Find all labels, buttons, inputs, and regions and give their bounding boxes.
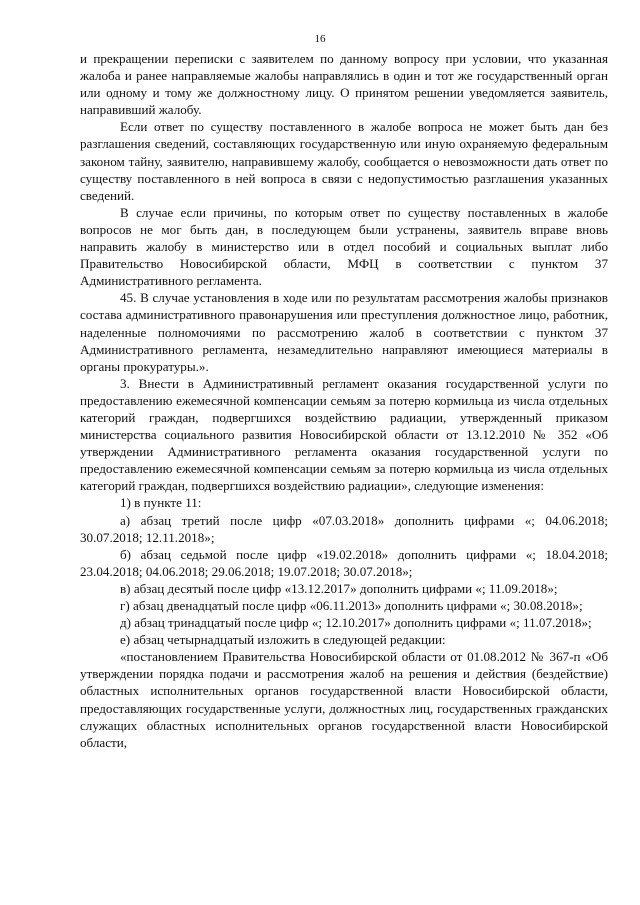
page-number: 16	[314, 33, 326, 45]
paragraph-item-e: е) абзац четырнадцатый изложить в следующей редакции:	[120, 632, 446, 648]
paragraph-item-g: г) абзац двенадцатый после цифр «06.11.2013» дополнить цифрами «; 30.08.2018»;	[120, 598, 583, 613]
paragraph-item-d: д) абзац тринадцатый после цифр «; 12.10.2017» дополнить цифрами «; 11.07.2018»;	[120, 615, 592, 631]
paragraph-resubmission: В случае если причины, по которым ответ по существу поставленных в жалобе вопросов не мог быть дан, в последующем были устранены, заявитель вправе вновь направить жалобу в министерство или в отдел пособий и социальных выплат либо Правительство Новосибирской области, МФЦ в соответствии с пунктом 37 Административного регламента.	[80, 204, 608, 289]
paragraph-45: 45. В случае установления в ходе или по результатам рассмотрения жалобы признаков состава административного правонарушения или преступления должностное лицо, работник, наделенные полномочиями по рассмотрению жалоб в соответствии с пунктом 37 Административного регламента, незамедлительно направляют имеющиеся материалы в органы прокуратуры.».	[80, 290, 608, 374]
paragraph-3-amendments: 3. Внести в Административный регламент оказания государственной услуги по предоставлению ежемесячной компенсации семьям за потерю кормильца из числа отдельных категорий граждан, подвергшихся воздействию радиации, утвержденный приказом министерства социального развития Новосибирской области от 13.12.2010 № 352 «Об утверждении Административного регламента оказания государственной услуги по предоставлению ежемесячной компенсации семьям за потерю кормильца из числа отдельных категорий граждан, подвергшихся воздействию радиации», следующие изменения:	[80, 375, 608, 494]
paragraph-continuation: и прекращении переписки с заявителем по данному вопросу при условии, что указанная жалоба и ранее направляемые жалобы направлялись в один и тот же государственный орган или одному и тому же должностному лицу. О принятом решении уведомляется заявитель, направивший жалобу.	[80, 51, 608, 118]
paragraph-item-b: б) абзац седьмой после цифр «19.02.2018» дополнить цифрами «; 18.04.2018; 23.04.2018; 04.06.2018; 29.06.2018; 19.07.2018; 30.07.2018»;	[80, 546, 608, 579]
paragraph-resolution-quote: «постановлением Правительства Новосибирской области от 01.08.2012 № 367-п «Об утверждении порядка подачи и рассмотрения жалоб на решения и действия (бездействие) областных исполнительных органов государственной власти Новосибирской области, предоставляющих государственные услуги, должностных лиц, государственных гражданских служащих областных исполнительных органов государственной власти Новосибирской области,	[80, 649, 608, 750]
paragraph-item-a: а) абзац третий после цифр «07.03.2018» дополнить цифрами «; 04.06.2018; 30.07.2018; 12.11.2018»;	[80, 512, 608, 545]
paragraph-state-secret: Если ответ по существу поставленного в жалобе вопроса не может быть дан без разглашения сведений, составляющих государственную или иную охраняемую федеральным законом тайну, заявителю, направившему жалобу, сообщается о невозможности дать ответ по существу поставленного в ней вопроса в связи с недопустимостью разглашения указанных сведений.	[80, 119, 608, 203]
document-body	[80, 50, 608, 751]
paragraph-item-1: 1) в пункте 11:	[120, 495, 202, 511]
paragraph-item-v: в) абзац десятый после цифр «13.12.2017» дополнить цифрами «; 11.09.2018»;	[120, 580, 558, 596]
